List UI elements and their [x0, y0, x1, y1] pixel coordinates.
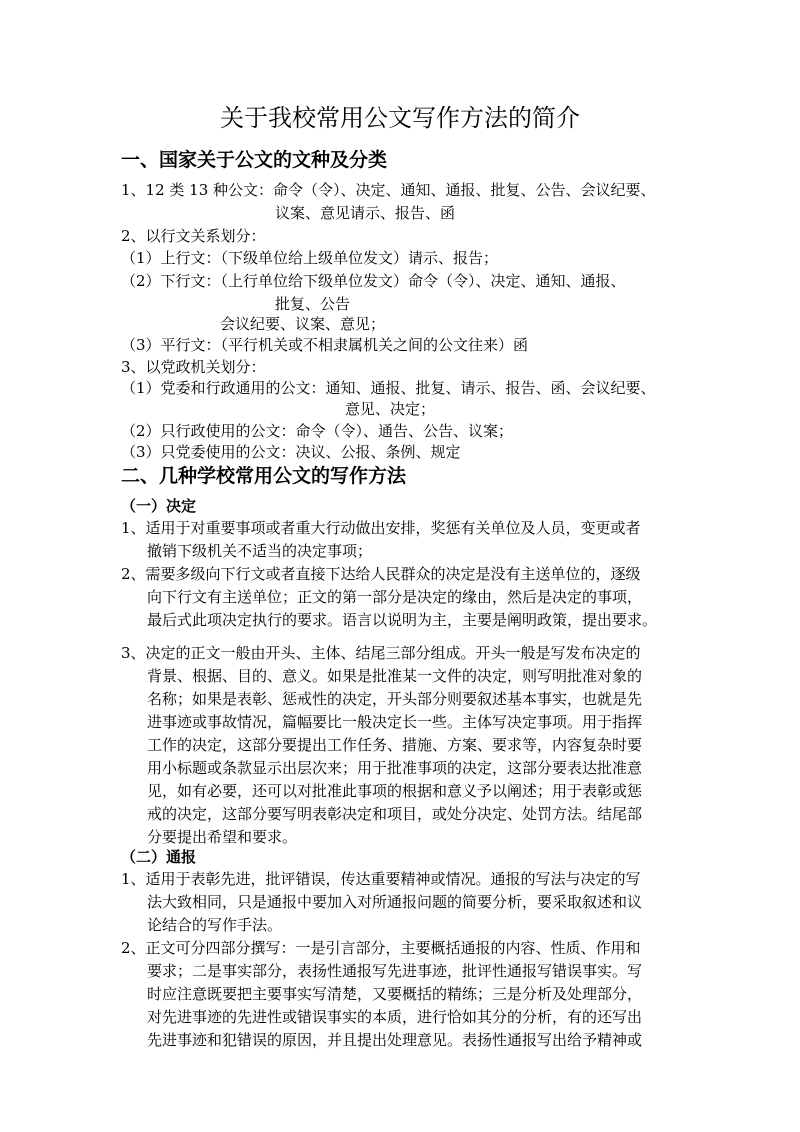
document-title: 关于我校常用公文写作方法的简介 [220, 104, 580, 132]
text-line: 先进事迹和犯错误的原因，并且提出处理意见。表扬性通报写出给予精神或 [147, 1031, 643, 1049]
text-line: 2、正文可分四部分撰写：一是引言部分，主要概括通报的内容、性质、作用和 [121, 939, 641, 957]
text-line: （1）党委和行政通用的公文：通知、通报、批复、请示、报告、函、会议纪要、 [121, 379, 656, 397]
text-line: （3）平行文：（平行机关或不相隶属机关之间的公文往来）函 [121, 336, 529, 354]
text-line: 对先进事迹的先进性或错误事实的本质，进行恰如其分的分析，有的还写出 [147, 1008, 643, 1026]
text-line: 戒的决定，这部分要写明表彰决定和项目，或处分决定、处罚方法。结尾部 [147, 805, 643, 823]
text-line: 1、12 类 13 种公文：命令（令）、决定、通知、通报、批复、公告、会议纪要、 [121, 181, 656, 199]
text-line: 见，如有必要，还可以对批准此事项的根据和意义予以阐述；用于表彰或惩 [147, 782, 643, 800]
text-line: 3、以党政机关划分： [121, 358, 266, 376]
section-heading-2: 二、几种学校常用公文的写作方法 [121, 465, 407, 487]
text-line: 最后式此项决定执行的要求。语言以说明为主，主要是阐明政策，提出要求。 [147, 611, 658, 629]
subsection-heading-notice: （二）通报 [121, 848, 197, 866]
text-line: 用小标题或条款显示出层次来；用于批准事项的决定，这部分要表达批准意 [147, 759, 643, 777]
text-line: （2）只行政使用的公文：命令（令）、通告、公告、议案； [121, 422, 514, 440]
text-line: 向下行文有主送单位；正文的第一部分是决定的缘由，然后是决定的事项， [147, 588, 643, 606]
text-line: 工作的决定，这部分要提出工作任务、措施、方案、要求等，内容复杂时要 [147, 736, 643, 754]
text-line: 分要提出希望和要求。 [147, 828, 298, 846]
text-line: 1、适用于对重要事项或者重大行动做出安排，奖惩有关单位及人员，变更或者 [121, 519, 641, 537]
text-line: （1）上行文：（下级单位给上级单位发文）请示、报告； [121, 249, 499, 267]
text-line: 法大致相同，只是通报中要加入对所通报问题的简要分析，要采取叙述和议 [147, 893, 643, 911]
text-line: （2）下行文：（上行单位给下级单位发文）命令（令）、决定、通知、通报、 [121, 272, 626, 290]
text-line: 批复、公告 [275, 295, 351, 313]
subsection-heading-decision: （一）决定 [121, 497, 197, 515]
text-line: 3、决定的正文一般由开头、主体、结尾三部分组成。开头一般是写发布决定的 [121, 644, 641, 662]
section-heading-1: 一、国家关于公文的文种及分类 [121, 149, 388, 171]
text-line: 会议纪要、议案、意见； [220, 315, 386, 333]
text-line: 2、需要多级向下行文或者直接下达给人民群众的决定是没有主送单位的，逐级 [121, 565, 641, 583]
text-line: 背景、根据、目的、意义。如果是批准某一文件的决定，则写明批准对象的 [147, 667, 643, 685]
text-line: 名称；如果是表彰、惩戒性的决定，开头部分则要叙述基本事实，也就是先 [147, 690, 643, 708]
text-line: 进事迹或事故情况，篇幅要比一般决定长一些。主体写决定事项。用于指挥 [147, 713, 643, 731]
text-line: 议案、意见请示、报告、函 [275, 204, 456, 222]
text-line: 意见、决定； [345, 400, 436, 418]
text-line: 撤销下级机关不适当的决定事项； [147, 542, 373, 560]
text-line: 2、以行文关系划分： [121, 227, 266, 245]
text-line: 时应注意既要把主要事实写清楚，又要概括的精练；三是分析及处理部分， [147, 985, 643, 1003]
text-line: 论结合的写作手法。 [147, 916, 283, 934]
text-line: （3）只党委使用的公文：决议、公报、条例、规定 [121, 443, 461, 461]
text-line: 1、适用于表彰先进，批评错误，传达重要精神或情况。通报的写法与决定的写 [121, 870, 641, 888]
text-line: 要求；二是事实部分，表扬性通报写先进事迹，批评性通报写错误事实。写 [147, 962, 643, 980]
